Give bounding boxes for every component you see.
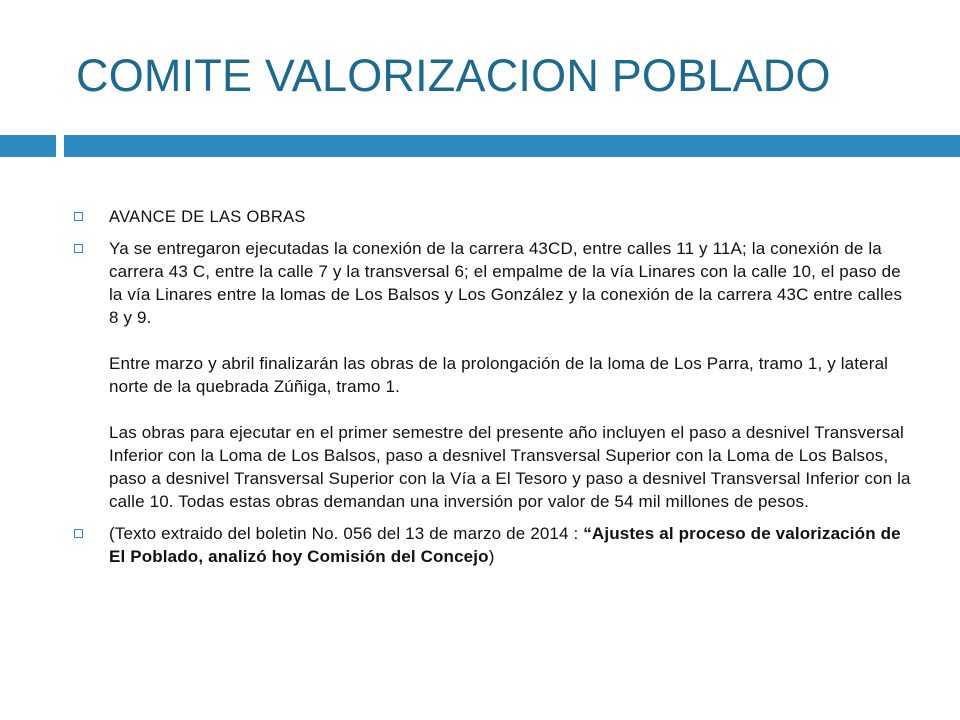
slide-content [74,205,914,568]
bullet-item-source [74,522,914,568]
slide-title: COMITE VALORIZACION POBLADO [76,50,831,101]
accent-bar-long [64,135,960,157]
bullet-item-heading [74,205,914,229]
progress-paragraph-march-april: Entre marzo y abril finalizarán las obras de la prolongación de la loma de Los Parra, tramo 1, y lateral norte de la quebrada Zúñiga, tramo 1. [109,354,889,396]
bullet-heading-text: AVANCE DE LAS OBRAS [109,208,306,226]
square-outline-icon [74,244,83,253]
progress-paragraph-first-semester: Las obras para ejecutar en el primer semestre del presente año incluyen el paso a desnivel Transversal Inferior con la Loma de Los Balsos, paso a desnivel Transversal Superior con la Loma de Los Balsos, paso a desnivel Transversal Superior con la Vía a El Tesoro y paso a desnivel Transversal Inferior con la calle 10. Todas estas obras demandan una inversión por valor de 54 mil millones de pesos. [109,423,911,511]
square-outline-icon [74,529,83,538]
progress-paragraph-delivered: Ya se entregaron ejecutadas la conexión de la carrera 43CD, entre calles 11 y 11A; la conexión de la carrera 43 C, entre la calle 7 y la transversal 6; el empalme de la vía Linares con la calle 10, el paso de la vía Linares entre la lomas de Los Balsos y Los González y la conexión de la carrera 43C entre calles 8 y 9. [109,239,903,327]
square-outline-icon [74,212,83,221]
source-bold-title: “Ajustes al proceso de valorización de El Poblado, analizó hoy Comisión del Concejo [109,524,901,566]
bullet-item-progress [74,237,914,513]
source-suffix: ) [488,547,495,566]
accent-bar-short [0,135,56,157]
source-prefix: (Texto extraido del boletin No. 056 del 13 de marzo de 2014 : [109,524,584,543]
